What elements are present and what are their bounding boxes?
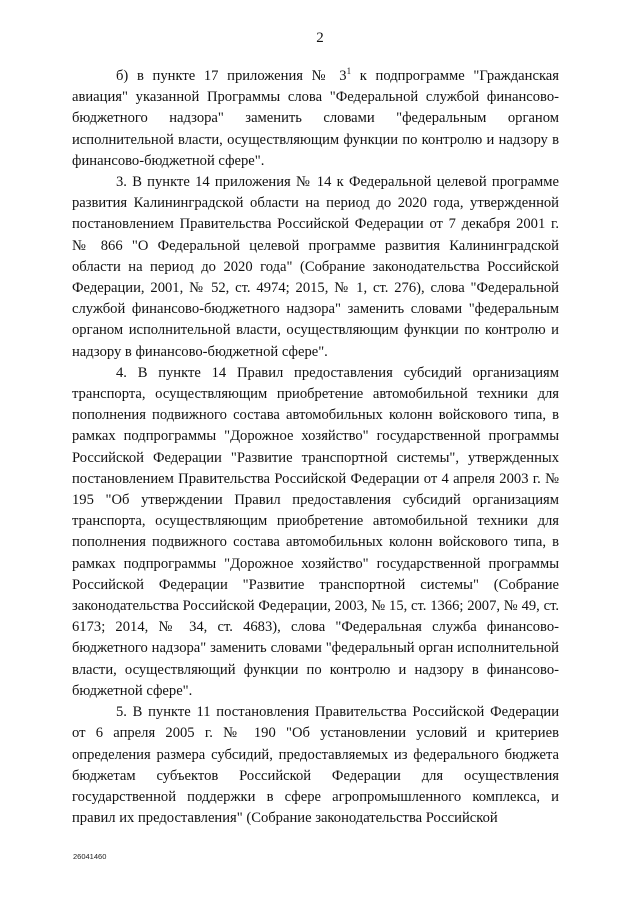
paragraph-item-b-text-cont: к подпрограмме "Гражданская авиация" указанной Программы слова "Федеральной службой финансово-бюджетного надзора" заменить словами "федеральным органом исполнительной власти, осуществляющим функции по контролю и надзору в финансово-бюджетной сфере". (72, 68, 559, 169)
page-number: 2 (316, 30, 324, 46)
paragraph-item-b-text: б) в пункте 17 приложения № 3 (116, 68, 347, 84)
paragraph-item-3: 3. В пункте 14 приложения № 14 к Федеральной целевой программе развития Калининградской области на период до 2020 года, утвержденной постановлением Правительства Российской Федерации от 7 декабря 2001 г. № 866 "О Федеральной целевой программе развития Калининградской области на период до 2020 года" (Собрание законодательства Российской Федерации, 2001, № 52, ст. 4974; 2015, № 1, ст. 276), слова "Федеральной службой финансово-бюджетного надзора" заменить словами "федеральным органом исполнительной власти, осуществляющим функции по контролю и надзору в финансово-бюджетной сфере". (72, 174, 559, 360)
paragraph-item-b (72, 66, 559, 172)
appendix-superscript: 1 (346, 66, 352, 76)
document-body (72, 66, 559, 829)
paragraph-item-5: 5. В пункте 11 постановления Правительства Российской Федерации от 6 апреля 2005 г. № 190 "Об установлении условий и критериев определения размера субсидий, предоставляемых из федерального бюджета бюджетам субъектов Российской Федерации для осуществления государственной поддержки в сфере агропромышленного комплекса, и правил их предоставления" (Собрание законодательства Российской (72, 704, 559, 827)
document-code: 26041460 (73, 852, 107, 861)
paragraph-item-4: 4. В пункте 14 Правил предоставления субсидий организациям транспорта, осуществляющим приобретение автомобильной техники для пополнения подвижного состава автомобильных колонн войскового типа, в рамках подпрограммы "Дорожное хозяйство" государственной программы Российской Федерации "Развитие транспортной системы", утвержденных постановлением Правительства Российской Федерации от 4 апреля 2003 г. № 195 "Об утверждении Правил предоставления субсидий организациям транспорта, осуществляющим приобретение автомобильной техники для пополнения подвижного состава автомобильных колонн войскового типа, в рамках подпрограммы "Дорожное хозяйство" государственной программы Российской Федерации "Развитие транспортной системы" (Собрание законодательства Российской Федерации, 2003, № 15, ст. 1366; 2007, № 49, ст. 6173; 2014, № 34, ст. 4683), слова "Федеральная служба финансово-бюджетного надзора" заменить словами "федеральный орган исполнительной власти, осуществляющий функции по контролю и надзору в финансово-бюджетной сфере". (72, 364, 559, 699)
